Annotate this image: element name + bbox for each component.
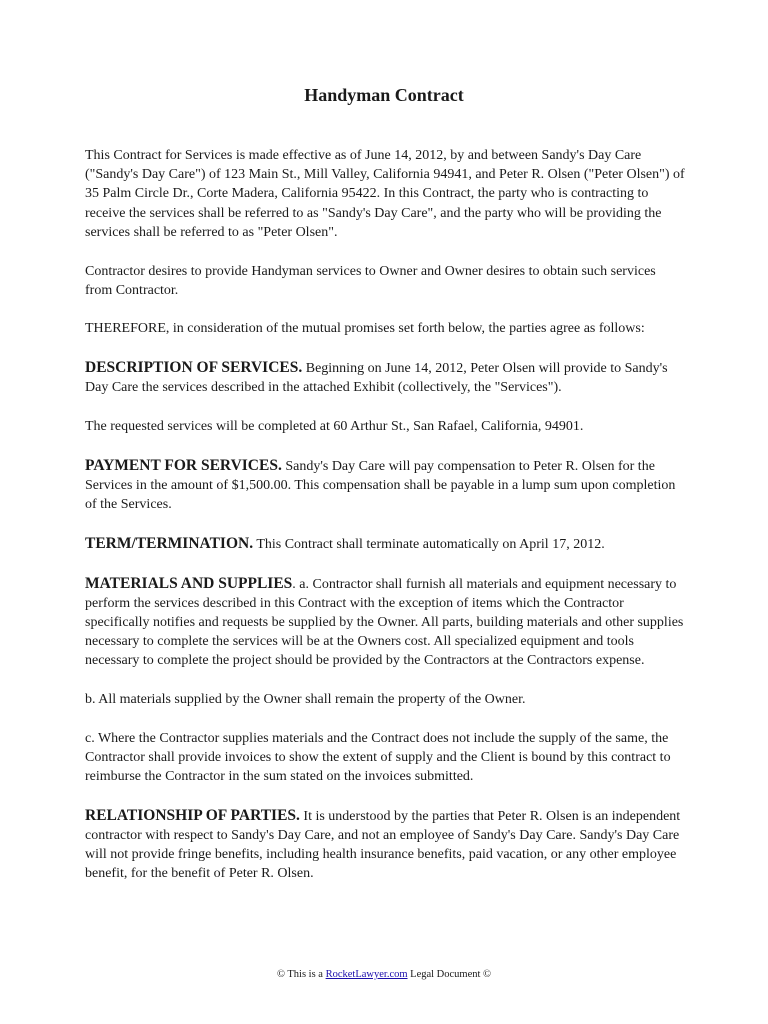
materials-c-paragraph: c. Where the Contractor supplies materials and the Contract does not include the supply of the same, the Contractor shall provide invoices to show the extent of supply and the Client is bound by this contract to reimburse the Contractor in the sum stated on the invoices submitted. — [85, 730, 671, 785]
materials-heading: MATERIALS AND SUPPLIES — [85, 574, 293, 592]
desire-paragraph: Contractor desires to provide Handyman services to Owner and Owner desires to obtain such services from Contractor. — [85, 263, 656, 298]
relationship-heading: RELATIONSHIP OF PARTIES. — [85, 806, 300, 824]
document-body — [85, 146, 685, 903]
intro-paragraph: This Contract for Services is made effective as of June 14, 2012, by and between Sandy's Day Care ("Sandy's Day Care") of 123 Main St., Mill Valley, California 94941, and Peter R. Olsen ("Peter Olsen") of 35 Palm Circle Dr., Corte Madera, California 95422. In this Contract, the party who is contracting to receive the services shall be referred to as "Sandy's Day Care", and the party who will be providing the services shall be referred to as "Peter Olsen". — [85, 148, 685, 240]
footer-suffix: Legal Document © — [407, 969, 492, 980]
relationship-section — [85, 806, 685, 884]
term-text: This Contract shall terminate automatically on April 17, 2012. — [253, 536, 605, 552]
therefore-paragraph: THEREFORE, in consideration of the mutual promises set forth below, the parties agree as follows: — [85, 321, 645, 337]
term-section — [85, 534, 685, 554]
footer — [0, 968, 768, 981]
description-section — [85, 358, 685, 397]
rocketlawyer-link[interactable]: RocketLawyer.com — [325, 969, 408, 980]
payment-heading: PAYMENT FOR SERVICES. — [85, 456, 282, 474]
location-paragraph: The requested services will be completed at 60 Arthur St., San Rafael, California, 94901. — [85, 419, 584, 435]
description-text: Beginning on June 14, 2012, Peter Olsen will provide to Sandy's Day Care the services described in the attached Exhibit (collectively, the "Services"). — [85, 361, 668, 396]
relationship-text: It is understood by the parties that Peter R. Olsen is an independent contractor with respect to Sandy's Day Care, and not an employee of Sandy's Day Care. Sandy's Day Care will not provide fringe benefits, including health insurance benefits, paid vacation, or any other employee benefit, for the benefit of Peter R. Olsen. — [85, 808, 681, 882]
footer-prefix: © This is a — [276, 969, 326, 980]
document-title: Handyman Contract — [304, 85, 464, 105]
materials-section — [85, 574, 685, 671]
payment-section — [85, 456, 685, 515]
materials-b-paragraph: b. All materials supplied by the Owner shall remain the property of the Owner. — [85, 692, 526, 708]
payment-text: Sandy's Day Care will pay compensation to Peter R. Olsen for the Services in the amount of $1,500.00. This compensation shall be payable in a lump sum upon completion of the Services. — [85, 458, 676, 513]
description-heading: DESCRIPTION OF SERVICES. — [85, 359, 303, 377]
term-heading: TERM/TERMINATION. — [85, 534, 254, 552]
materials-text: . a. Contractor shall furnish all materials and equipment necessary to perform the services described in this Contract with the exception of items which the Contractor specifically notifies and requests be supplied by the Owner. All parts, building materials and other supplies necessary to complete the services will be at the Owners cost. All specialized equipment and tools necessary to complete the project should be provided by the Contractors at the Contractors expense. — [85, 576, 684, 669]
